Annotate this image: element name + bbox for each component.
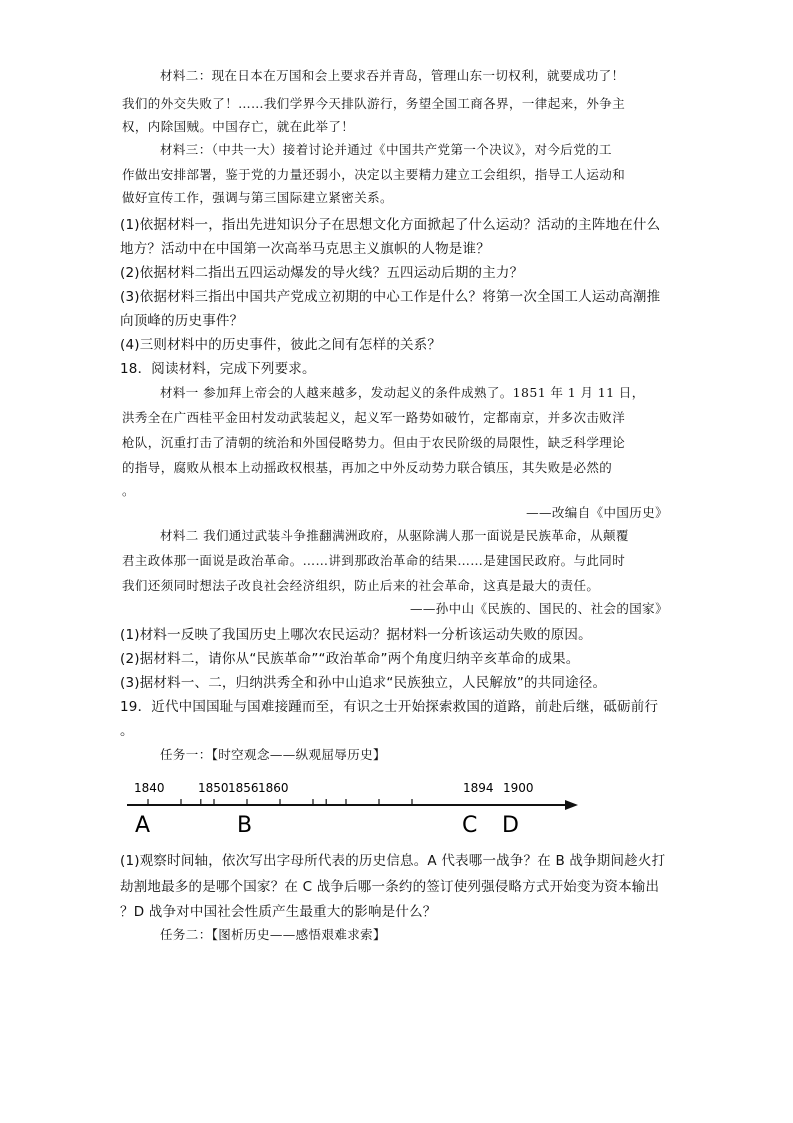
q18-material1-line: 洪秀全在广西桂平金田村发动武装起义，起义军一路势如破竹，定都南京，并多次击败洋: [122, 410, 626, 425]
material3-line: 材料三：（中共一大）接着讨论并通过《中国共产党第一个决议》，对今后党的工: [160, 142, 612, 157]
task2-title: 任务二：【图析历史——感悟艰难求索】: [160, 927, 386, 942]
q19-question-line: (1)观察时间轴，依次写出字母所代表的历史信息。A 代表哪一战争？在 B 战争期间趁火打: [120, 853, 666, 869]
q18-material2-line: 我们还须同时想法子改良社会经济组织，防止后来的社会革命，这真是最大的责任。: [122, 578, 600, 593]
material2-line: 权，内除国贼。中国存亡，就在此举了！: [122, 119, 355, 134]
q18-material2-source: ——孙中山《民族的、国民的、社会的国家》: [409, 601, 668, 616]
timeline-arrow-icon: [565, 800, 578, 810]
year-label: 1894: [463, 781, 494, 795]
q17-question-line: (1)依据材料一，指出先进知识分子在思想文化方面掀起了什么运动？活动的主阵地在什么: [120, 217, 661, 233]
q18-question-line: (3)据材料一、二，归纳洪秀全和孙中山追求“民族独立，人民解放”的共同途径。: [120, 675, 607, 691]
q17-question-line: (4)三则材料中的历史事件，彼此之间有怎样的关系？: [120, 337, 442, 353]
material2-line: 材料二：现在日本在万国和会上要求吞并青岛，管理山东一切权利，就要成功了！: [160, 68, 625, 83]
q18-material2-line: 材料二 我们通过武装斗争推翻满洲政府，从驱除满人那一面说是民族革命，从颠覆: [160, 528, 629, 543]
timeline: [0, 770, 793, 850]
q18-material1-line: 。: [122, 483, 135, 498]
year-label: 1840: [134, 781, 165, 795]
q18-question-line: (1)材料一反映了我国历史上哪次农民运动？据材料一分析该运动失败的原因。: [120, 627, 592, 643]
q18-title: 18．阅读材料，完成下列要求。: [120, 361, 316, 377]
task1-title: 任务一：【时空观念——纵观屈辱历史】: [160, 747, 386, 762]
year-label: 1856: [228, 781, 259, 795]
year-label: 1850: [198, 781, 229, 795]
q19-title-line: 。: [120, 723, 134, 739]
material3-line: 做好宣传工作，强调与第三国际建立紧密关系。: [122, 190, 393, 205]
q17-question-line: (2)依据材料二指出五四运动爆发的导火线？五四运动后期的主力？: [120, 265, 524, 281]
timeline-letter: C: [462, 813, 478, 838]
timeline-letter: B: [237, 813, 253, 838]
q17-question-line: 向顶峰的历史事件？: [120, 313, 244, 329]
timeline-letter: A: [135, 813, 151, 838]
q17-question-line: 地方？活动中在中国第一次高举马克思主义旗帜的人物是谁？: [120, 241, 490, 257]
q19-question-line: 劫割地最多的是哪个国家？在 C 战争后哪一条约的签订使列强侵略方式开始变为资本输出: [120, 879, 660, 895]
q19-question-line: ？D 战争对中国社会性质产生最重大的影响是什么？: [120, 904, 437, 920]
material3-line: 作做出安排部署，鉴于党的力量还弱小，决定以主要精力建立工会组织，指导工人运动和: [122, 167, 626, 182]
year-label: 1860: [258, 781, 289, 795]
q18-material1-line: 材料一 参加拜上帝会的人越来越多，发动起义的条件成熟了。1851 年 1 月 11 日，: [160, 385, 645, 400]
q18-material1-line: 枪队，沉重打击了清朝的统治和外国侵略势力。但由于农民阶级的局限性，缺乏科学理论: [122, 435, 626, 450]
q18-question-line: (2)据材料二，请你从“民族革命”“政治革命”两个角度归纳辛亥革命的成果。: [120, 651, 580, 667]
material2-line: 我们的外交失败了！……我们学界今天排队游行，务望全国工商各界，一律起来，外争主: [122, 96, 626, 111]
q18-material1-source: ——改编自《中国历史》: [526, 505, 668, 520]
year-label: 1900: [503, 781, 534, 795]
q18-material2-line: 君主政体那一面说是政治革命。……讲到那政治革命的结果……是建国民政府。与此同时: [122, 553, 626, 568]
q18-material1-line: 的指导，腐败从根本上动摇政权根基，再加之中外反动势力联合镇压，其失败是必然的: [122, 460, 613, 475]
timeline-letter: D: [502, 813, 519, 838]
q19-title-line: 19．近代中国国耻与国难接踵而至，有识之士开始探索救国的道路，前赴后继，砥砺前行: [120, 699, 659, 715]
q17-question-line: (3)依据材料三指出中国共产党成立初期的中心工作是什么？将第一次全国工人运动高潮推: [120, 289, 661, 305]
